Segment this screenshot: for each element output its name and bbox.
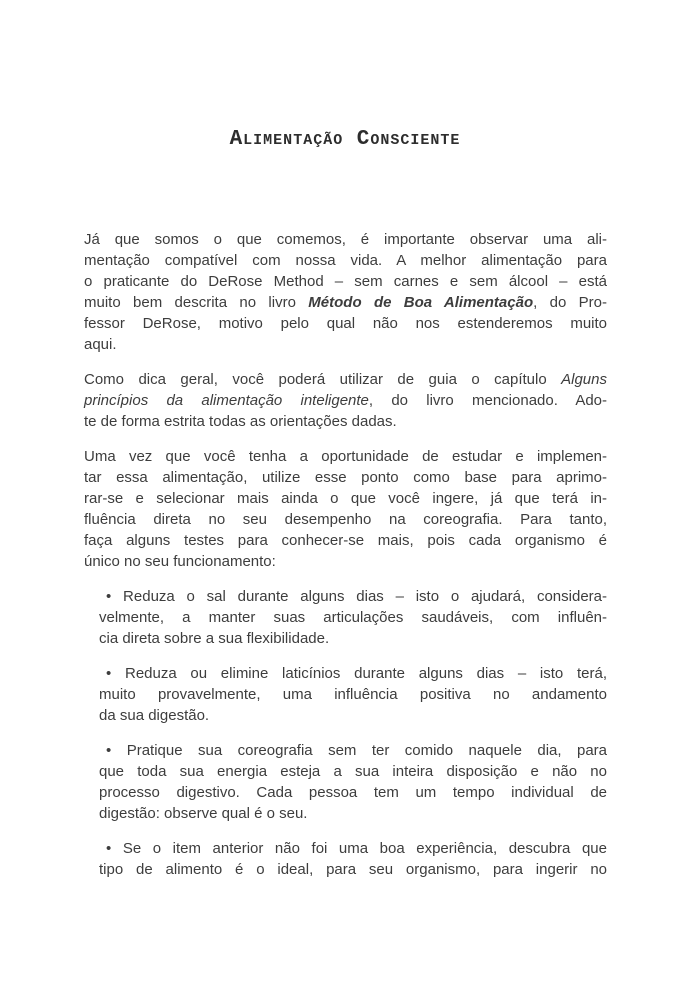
text-line [99,803,607,824]
text-line [84,390,607,411]
text-segment: velmente, a manter suas articulações saudáveis, com influên- [99,609,607,626]
text-line [84,488,607,509]
text-segment: que toda sua energia esteja a sua inteira disposição e não no [99,763,607,780]
text-line [84,467,607,488]
text-line [99,663,607,684]
paragraph [84,446,607,572]
text-segment: aqui. [84,336,117,353]
text-line [84,551,607,572]
text-segment: muito provavelmente, uma influência positiva no andamento [99,686,607,703]
text-segment: Reduza o sal durante alguns dias – isto o ajudará, considera- [123,588,607,605]
text-segment: processo digestivo. Cada pessoa tem um tempo individual de [99,784,607,801]
text-segment: Já que somos o que comemos, é importante observar uma ali- [84,231,607,248]
text-segment: Alguns [561,371,607,388]
bullet-icon: • [106,588,124,605]
text-segment: da sua digestão. [99,707,210,724]
text-line [99,586,607,607]
bullet-item [84,838,607,880]
text-segment: tar essa alimentação, utilize esse ponto como base para aprimo- [84,469,607,486]
text-segment: o praticante do DeRose Method – sem carnes e sem álcool – está [84,273,607,290]
bullet-item [84,586,607,649]
text-segment: Uma vez que você tenha a oportunidade de estudar e implemen- [84,448,607,465]
text-segment: fessor DeRose, motivo pelo qual não nos estenderemos muito [84,315,607,332]
text-segment: Se o item anterior não foi uma boa experiência, descubra que [122,840,607,857]
bullet-icon: • [106,840,123,857]
text-line [99,628,607,649]
bullet-icon: • [106,665,125,682]
text-segment: Como dica geral, você poderá utilizar de guia o capítulo [84,371,562,388]
text-line [99,838,607,859]
text-segment: tipo de alimento é o ideal, para seu organismo, para ingerir no [99,861,607,878]
paragraph [84,369,607,432]
text-line [84,446,607,467]
text-segment: Reduza ou elimine laticínios durante alguns dias – isto terá, [124,665,607,682]
text-segment: Método de Boa Alimentação [308,294,534,311]
text-line [84,250,607,271]
text-segment: único no seu funcionamento: [84,553,276,570]
text-line [84,271,607,292]
text-line [84,334,607,355]
bullet-item [84,663,607,726]
text-segment: fluência direta no seu desempenho na coreografia. Para tanto, [84,511,607,528]
text-segment: princípios da alimentação inteligente [84,392,369,409]
text-segment: digestão: observe qual é o seu. [99,805,308,822]
text-line [84,229,607,250]
bullet-icon: • [106,742,127,759]
text-segment: rar-se e selecionar mais ainda o que você ingere, já que terá in- [84,490,607,507]
text-body [84,229,607,894]
text-line [84,369,607,390]
text-line [84,509,607,530]
text-line [99,859,607,880]
text-segment: , do Pro- [533,294,607,311]
text-segment: te de forma estrita todas as orientações dadas. [84,413,397,430]
text-segment: Pratique sua coreografia sem ter comido naquele dia, para [126,742,607,759]
text-line [99,740,607,761]
text-segment: , do livro mencionado. Ado- [368,392,608,409]
text-segment: mentação compatível com nossa vida. A melhor alimentação para [84,252,607,269]
text-line [99,705,607,726]
text-line [99,761,607,782]
text-line [99,782,607,803]
text-line [84,313,607,334]
text-segment: cia direta sobre a sua flexibilidade. [99,630,330,647]
text-line [84,411,607,432]
bullet-item [84,740,607,824]
text-line [99,684,607,705]
text-segment: muito bem descrita no livro [84,294,309,311]
text-line [84,530,607,551]
paragraph [84,229,607,355]
page-title: Alimentação Consciente [229,128,461,151]
text-segment: faça alguns testes para conhecer-se mais, pois cada organismo é [84,532,607,549]
text-line [99,607,607,628]
text-line [84,292,607,313]
